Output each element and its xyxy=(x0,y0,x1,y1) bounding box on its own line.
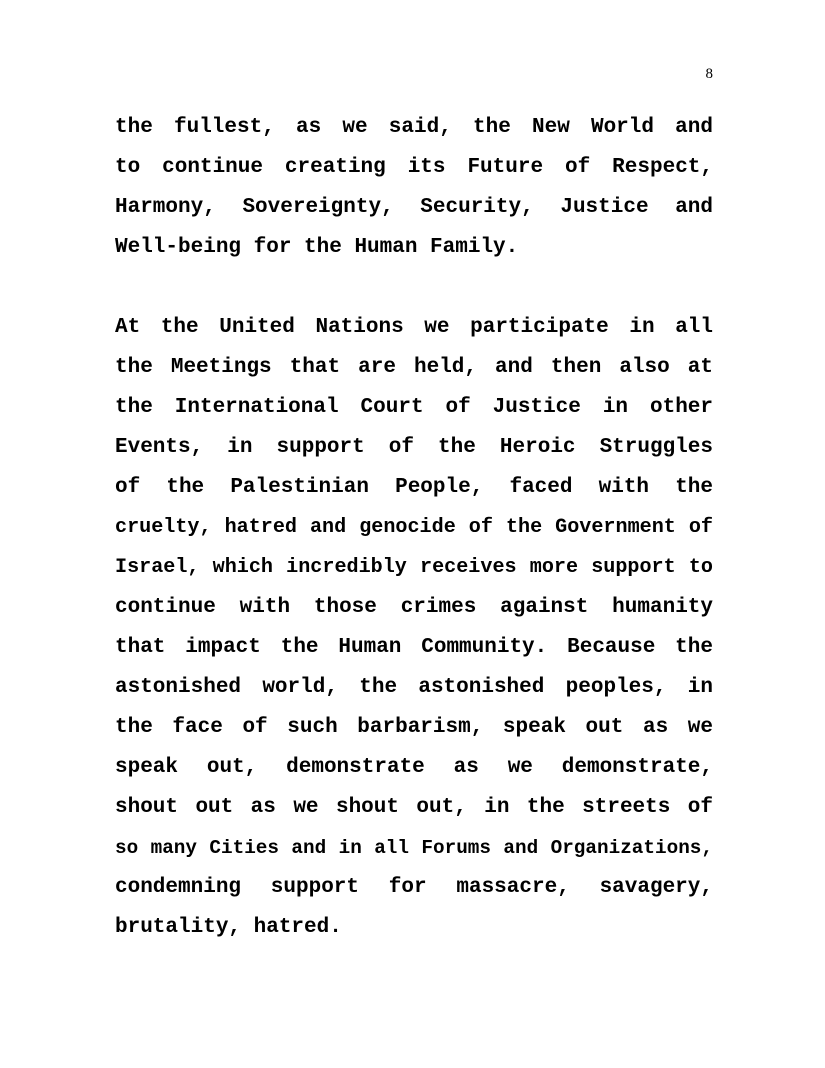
text-line: Well-being for the Human Family. xyxy=(115,236,519,259)
text-line: At the United Nations we participate in all xyxy=(115,316,713,339)
text-line: the face of such barbarism, speak out as we xyxy=(115,716,713,739)
text-line: condemning support for massacre, savagery, xyxy=(115,876,713,899)
text-line: to continue creating its Future of Respect, xyxy=(115,156,713,179)
text-line: astonished world, the astonished peoples, in xyxy=(115,676,713,699)
text-line: the Meetings that are held, and then also at xyxy=(115,356,713,379)
text-line: so many Cities and in all Forums and Organizations, xyxy=(115,837,713,859)
text-line: that impact the Human Community. Because the xyxy=(115,636,713,659)
paragraph-1 xyxy=(115,108,713,268)
text-line: continue with those crimes against humanity xyxy=(115,596,713,619)
text-line: cruelty, hatred and genocide of the Government of xyxy=(115,516,713,539)
page-number: 8 xyxy=(705,66,713,82)
text-line: brutality, hatred. xyxy=(115,916,342,939)
text-line: Harmony, Sovereignty, Security, Justice and xyxy=(115,196,713,219)
paragraph-2 xyxy=(115,308,713,948)
text-line: speak out, demonstrate as we demonstrate, xyxy=(115,756,713,779)
text-line: of the Palestinian People, faced with the xyxy=(115,476,713,499)
text-line: Israel, which incredibly receives more support to xyxy=(115,556,713,579)
text-line: Events, in support of the Heroic Struggles xyxy=(115,436,713,459)
text-line: the fullest, as we said, the New World and xyxy=(115,116,713,139)
text-line: the International Court of Justice in other xyxy=(115,396,713,419)
text-line: shout out as we shout out, in the streets of xyxy=(115,796,713,819)
